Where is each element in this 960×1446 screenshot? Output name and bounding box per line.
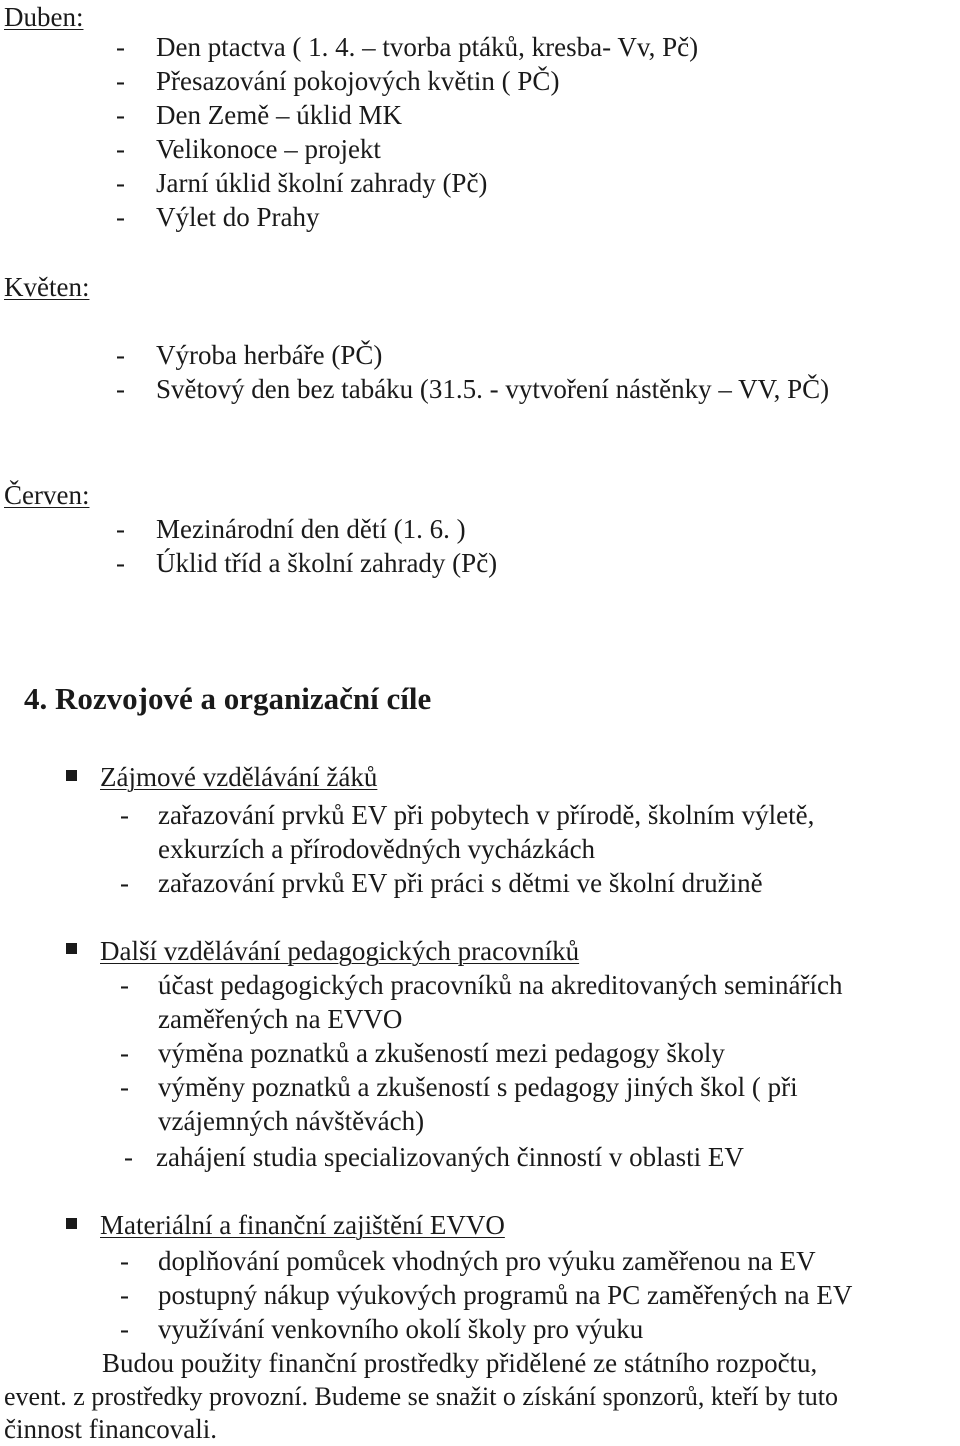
paragraph-line: Budou použity finanční prostředky přidělené ze státního rozpočtu, [102,1348,818,1378]
square-bullet-icon [66,943,77,954]
list-item: Přesazování pokojových květin ( PČ) [156,66,560,96]
list-item: Velikonoce – projekt [156,134,381,164]
subsection-heading-materialni: Materiální a finanční zajištění EVVO [100,1210,505,1240]
month-heading-duben: Duben: [4,2,84,32]
list-dash: - [120,800,129,830]
list-dash: - [120,1038,129,1068]
list-dash: - [120,970,129,1000]
square-bullet-icon [66,770,77,781]
list-dash: - [116,32,125,62]
list-item: Výlet do Prahy [156,202,320,232]
list-dash: - [120,1246,129,1276]
list-dash: - [116,66,125,96]
list-item: výměna poznatků a zkušeností mezi pedagogy školy [158,1038,725,1068]
list-dash: - [116,202,125,232]
list-item: výměny poznatků a zkušeností s pedagogy jiných škol ( při [158,1072,798,1102]
list-dash: - [116,340,125,370]
section-title: 4. Rozvojové a organizační cíle [24,681,432,716]
list-dash: - [124,1142,133,1172]
list-item: zahájení studia specializovaných činností v oblasti EV [156,1142,744,1172]
list-item: Výroba herbáře (PČ) [156,340,383,370]
list-dash: - [116,514,125,544]
list-item: doplňování pomůcek vhodných pro výuku zaměřenou na EV [158,1246,816,1276]
list-item-continuation: zaměřených na EVVO [158,1004,403,1034]
list-item: zařazování prvků EV při práci s dětmi ve školní družině [158,868,763,898]
list-dash: - [116,548,125,578]
list-item: využívání venkovního okolí školy pro výuku [158,1314,644,1344]
list-dash: - [120,1280,129,1310]
list-dash: - [116,100,125,130]
list-dash: - [116,134,125,164]
list-item: Mezinárodní den dětí (1. 6. ) [156,514,466,544]
square-bullet-icon [66,1218,77,1229]
list-item: Den Země – úklid MK [156,100,402,130]
list-item: Den ptactva ( 1. 4. – tvorba ptáků, kresba- Vv, Pč) [156,32,699,62]
paragraph-line: činnost financovali. [4,1414,217,1444]
list-item: Světový den bez tabáku (31.5. - vytvoření nástěnky – VV, PČ) [156,374,830,404]
list-item: zařazování prvků EV při pobytech v přírodě, školním výletě, [158,800,815,830]
list-item-continuation: exkurzích a přírodovědných vycházkách [158,834,596,864]
subsection-heading-dalsi: Další vzdělávání pedagogických pracovníků [100,936,580,966]
list-item-continuation: vzájemných návštěvách) [158,1106,425,1136]
list-dash: - [116,374,125,404]
paragraph-line: event. z prostředky provozní. Budeme se snažit o získání sponzorů, kteří by tuto [4,1382,838,1411]
list-item: postupný nákup výukových programů na PC zaměřených na EV [158,1280,853,1310]
list-item: Jarní úklid školní zahrady (Pč) [156,168,488,198]
month-heading-cerven: Červen: [4,480,90,510]
list-item: účast pedagogických pracovníků na akreditovaných seminářích [158,970,843,1000]
list-dash: - [116,168,125,198]
list-dash: - [120,1072,129,1102]
subsection-heading-zajmove: Zájmové vzdělávání žáků [100,762,378,792]
list-dash: - [120,868,129,898]
list-dash: - [120,1314,129,1344]
list-item: Úklid tříd a školní zahrady (Pč) [156,548,498,578]
month-heading-kveten: Květen: [4,272,90,302]
